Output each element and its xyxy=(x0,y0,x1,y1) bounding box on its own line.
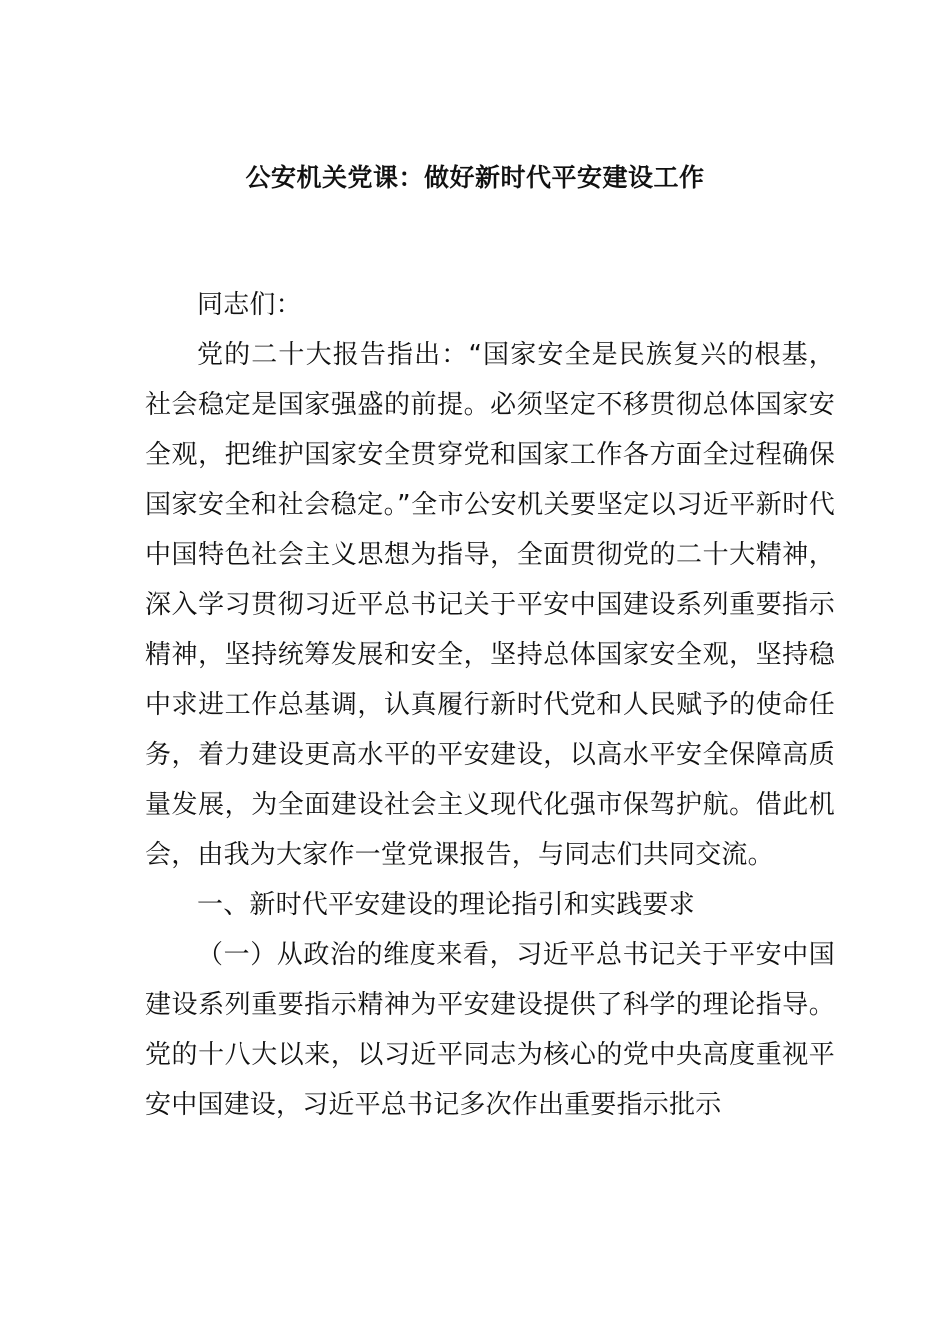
document-title: 公安机关党课：做好新时代平安建设工作 xyxy=(245,163,705,192)
document-body xyxy=(145,280,835,1130)
subsection-paragraph-1: （一）从政治的维度来看，习近平总书记关于平安中国建设系列重要指示精神为平安建设提供了科学的理论指导。党的十八大以来，以习近平同志为核心的党中央高度重视平安中国建设，习近平总书记多次作出重要指示批示 xyxy=(145,940,835,1120)
salutation-paragraph: 同志们： xyxy=(197,290,302,320)
intro-paragraph: 党的二十大报告指出：“国家安全是民族复兴的根基，社会稳定是国家强盛的前提。必须坚定不移贯彻总体国家安全观，把维护国家安全贯穿党和国家工作各方面全过程确保国家安全和社会稳定。”全市公安机关要坚定以习近平新时代中国特色社会主义思想为指导，全面贯彻党的二十大精神，深入学习贯彻习近平总书记关于平安中国建设系列重要指示精神，坚持统筹发展和安全，坚持总体国家安全观，坚持稳中求进工作总基调，认真履行新时代党和人民赋予的使命任务，着力建设更高水平的平安建设，以高水平安全保障高质量发展，为全面建设社会主义现代化强市保驾护航。借此机会，由我为大家作一堂党课报告，与同志们共同交流。 xyxy=(145,340,835,870)
section-heading-1: 一、新时代平安建设的理论指引和实践要求 xyxy=(197,890,695,920)
